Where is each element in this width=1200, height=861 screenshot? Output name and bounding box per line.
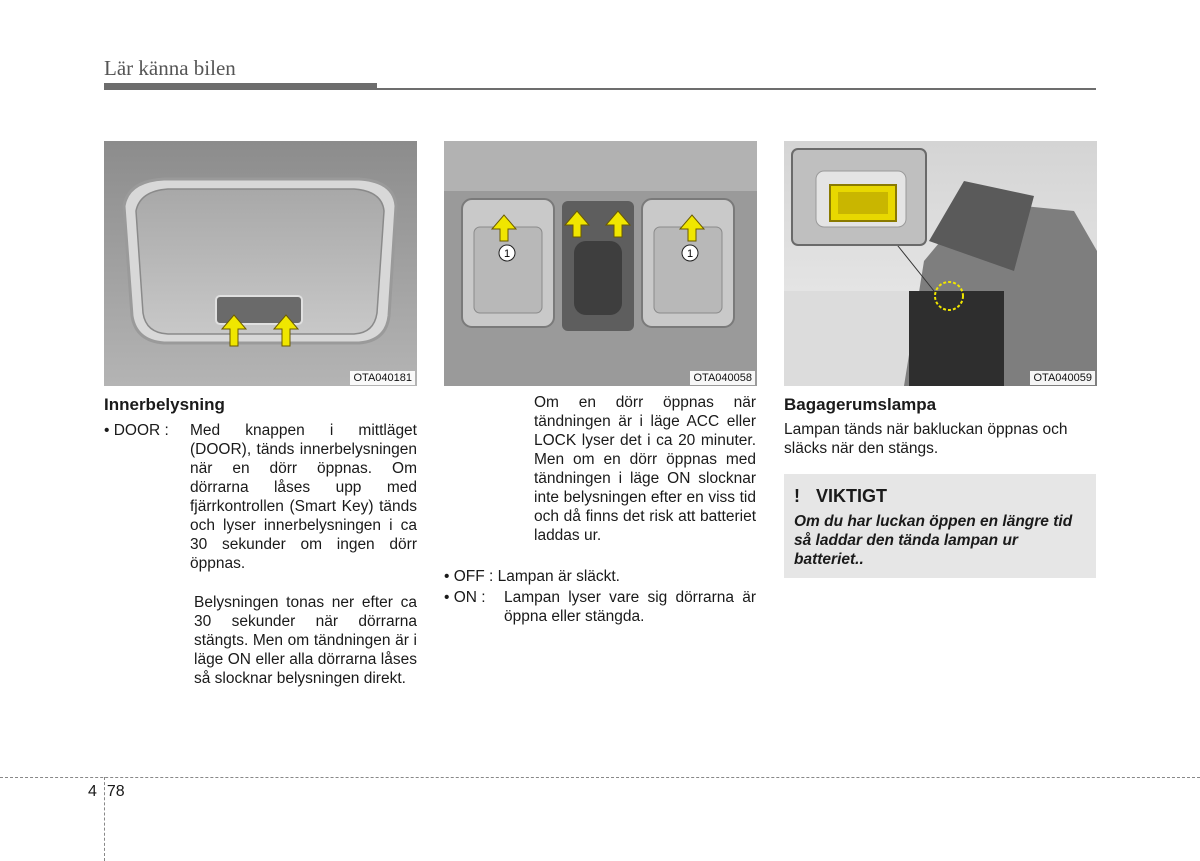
off-description: Lampan är släckt. [497, 568, 620, 585]
off-label: • OFF : [444, 568, 494, 585]
figure-code: OTA040181 [350, 371, 415, 385]
header-rule [377, 88, 1096, 90]
off-item [444, 567, 620, 586]
door-dimming-description: Belysningen tonas ner efter ca 30 sekunder när dörrarna stängts. Men om tändningen är i läge ON eller alla dörrarna låses så slocknar belysningen direkt. [194, 594, 417, 687]
figure-trunk-lamp [784, 141, 1097, 386]
door-label: • DOOR : [104, 422, 169, 439]
figure-interior-lamp [104, 141, 417, 386]
svg-text:1: 1 [686, 248, 694, 260]
figure-code: OTA040058 [690, 371, 755, 385]
section-title: Lär känna bilen [104, 56, 236, 80]
page-number [88, 783, 125, 801]
header-rule-thick [104, 83, 377, 90]
warning-text: Om du har luckan öppen en längre tid så laddar den tända lampan ur batteriet.. [794, 513, 1073, 568]
warning-box [784, 474, 1096, 578]
on-description: Lampan lyser vare sig dörrarna är öppna eller stängda. [504, 589, 756, 625]
page-index: 78 [106, 783, 125, 800]
warning-heading [794, 486, 887, 506]
section-number: 4 [88, 783, 97, 800]
door-acc-description: Om en dörr öppnas när tändningen är i läge ACC eller LOCK lyser det i ca 20 minuter. Men om en dörr öppnas med tändningen i läge ON slocknar inte belysningen efter en viss tid och då finns det risk att batteriet laddas ur. [534, 394, 756, 544]
innerbelysning-heading: Innerbelysning [104, 395, 225, 414]
warning-icon: ! [794, 486, 800, 506]
figure-overhead-lamps [444, 141, 757, 386]
bagagerum-heading: Bagagerumslampa [784, 395, 937, 414]
bagagerum-description: Lampan tänds när bakluckan öppnas och släcks när den stängs. [784, 421, 1068, 457]
door-description: Med knappen i mittläget (DOOR), tänds innerbelysningen när en dörr öppnas. Om dörrarna låses upp med fjärrkontrollen (Smart Key) tänds och lyser innerbelysningen i ca 30 sekunder om ingen dörr öppnas. [190, 422, 417, 572]
on-label: • ON : [444, 589, 486, 606]
svg-text:1: 1 [503, 248, 511, 260]
figure-code: OTA040059 [1030, 371, 1095, 385]
warning-title: VIKTIGT [816, 486, 887, 506]
footer-rule [0, 777, 1200, 778]
